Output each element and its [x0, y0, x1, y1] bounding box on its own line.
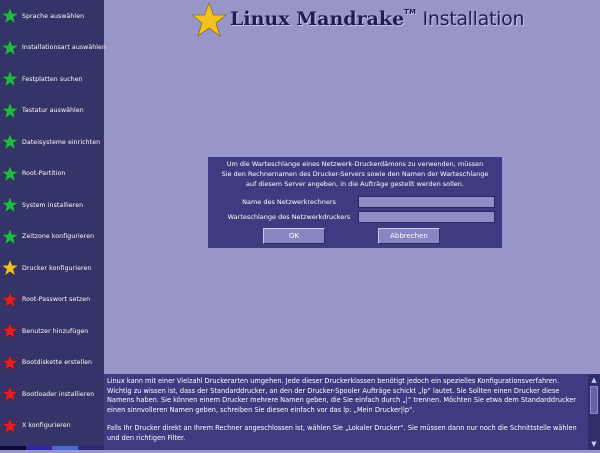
step-status-star-icon	[1, 196, 19, 214]
dialog-message-line: Um die Warteschlange eines Netzwerk-Druckerdämons zu verwenden, müssen	[226, 160, 484, 168]
scroll-up-icon[interactable]: ▲	[591, 376, 597, 384]
help-scrollbar[interactable]	[588, 374, 600, 450]
sidebar-step[interactable]	[0, 352, 104, 374]
sidebar-step[interactable]	[0, 100, 104, 122]
host-input[interactable]	[358, 196, 495, 208]
sidebar-step[interactable]	[0, 37, 104, 59]
sidebar-step-label: Bootloader installieren	[22, 390, 95, 398]
network-printer-dialog	[208, 157, 502, 248]
step-status-star-icon	[1, 165, 19, 183]
sidebar-step-label: Tastatur auswählen	[22, 107, 84, 114]
sidebar-step-label: Sprache auswählen	[22, 12, 85, 20]
ok-button[interactable]: OK	[263, 228, 325, 244]
installer-title: Linux Mandrake™ Installation	[230, 8, 525, 30]
step-status-star-icon	[1, 39, 19, 57]
step-status-star-icon	[1, 228, 19, 246]
step-status-star-icon	[1, 102, 19, 120]
help-paragraph: Linux kann mit einer Vielzahl Druckerarten umgehen. Jede dieser Druckerklassen benötigt jedoch ein spezielles Konfigurationsverfahren. Wichtig zu wissen ist, dass der Standarddrucker, an den der Drucker-Spooler Aufträge schickt „lp“ lautet. Sie Sollten einen Drucker diese Namens haben. Sie können einem Drucker mehrere Namen geben, die Sie einfach durch „|“ trennen. Möchten Sie etwa dem Standarddrucker einen sinnvolleren Namen geben, schreiben Sie diesen einfach vor das lp: „Mein Drucker|lp“.	[107, 377, 576, 414]
sidebar-step[interactable]	[0, 257, 104, 279]
step-status-star-icon	[1, 259, 19, 277]
step-status-star-icon	[1, 133, 19, 151]
sidebar-step[interactable]	[0, 163, 104, 185]
sidebar-step[interactable]	[0, 415, 104, 437]
scroll-down-icon[interactable]: ▼	[591, 440, 597, 448]
sidebar-step-label: Festplatten suchen	[22, 75, 83, 83]
step-status-star-icon	[1, 385, 19, 403]
sidebar-step-label: Zeitzone konfigurieren	[22, 233, 95, 240]
sidebar-step[interactable]	[0, 5, 104, 27]
sidebar-step[interactable]	[0, 194, 104, 216]
step-status-star-icon	[1, 291, 19, 309]
step-status-star-icon	[1, 354, 19, 372]
step-status-star-icon	[1, 7, 19, 25]
sidebar-footer-bar	[0, 446, 104, 450]
sidebar-step-label: Drucker konfigurieren	[22, 264, 92, 272]
installation-steps-sidebar	[0, 0, 104, 450]
sidebar-step[interactable]	[0, 383, 104, 405]
step-status-star-icon	[1, 417, 19, 435]
sidebar-step-label: X konfigurieren	[22, 422, 71, 429]
sidebar-step-label: Installationsart auswählen	[22, 44, 106, 51]
cancel-button[interactable]: Abbrechen	[378, 228, 440, 244]
host-label: Name des Netzwerkrechners	[242, 198, 336, 206]
sidebar-step-label: Benutzer hinzufügen	[22, 327, 89, 335]
dialog-message-line: auf diesem Server angeben, in die Aufträge gestellt werden sollen.	[246, 180, 464, 188]
sidebar-step[interactable]	[0, 226, 104, 248]
help-paragraph: Falls Ihr Drucker direkt an Ihrem Rechner angeschlossen ist, wählen Sie „Lokaler Drucker“. Sie müssen dann nur noch die Schnittstelle wählen und den richtigen Filter.	[107, 424, 577, 442]
scroll-thumb[interactable]	[590, 386, 598, 414]
help-text	[107, 377, 583, 453]
mandrake-star-icon	[190, 2, 228, 38]
sidebar-step[interactable]	[0, 131, 104, 153]
sidebar-step-label: Root-Passwort setzen	[22, 296, 91, 303]
dialog-message	[208, 159, 502, 189]
mandrake-logo	[190, 2, 525, 38]
queue-label: Warteschlange des Netzwerkdruckers	[227, 213, 351, 221]
help-panel	[104, 374, 600, 450]
sidebar-step-label: Dateisysteme einrichten	[22, 138, 101, 146]
sidebar-step[interactable]	[0, 320, 104, 342]
step-status-star-icon	[1, 70, 19, 88]
sidebar-step[interactable]	[0, 68, 104, 90]
sidebar-step-label: Bootdiskette erstellen	[22, 359, 93, 366]
sidebar-step-label: System installieren	[22, 201, 84, 209]
queue-input[interactable]	[358, 211, 495, 223]
dialog-message-line: Sie den Rechnernamen des Drucker-Servers sowie den Namen der Warteschlange	[221, 170, 489, 178]
sidebar-step[interactable]	[0, 289, 104, 311]
sidebar-step-label: Root-Partition	[22, 170, 66, 177]
step-status-star-icon	[1, 322, 19, 340]
